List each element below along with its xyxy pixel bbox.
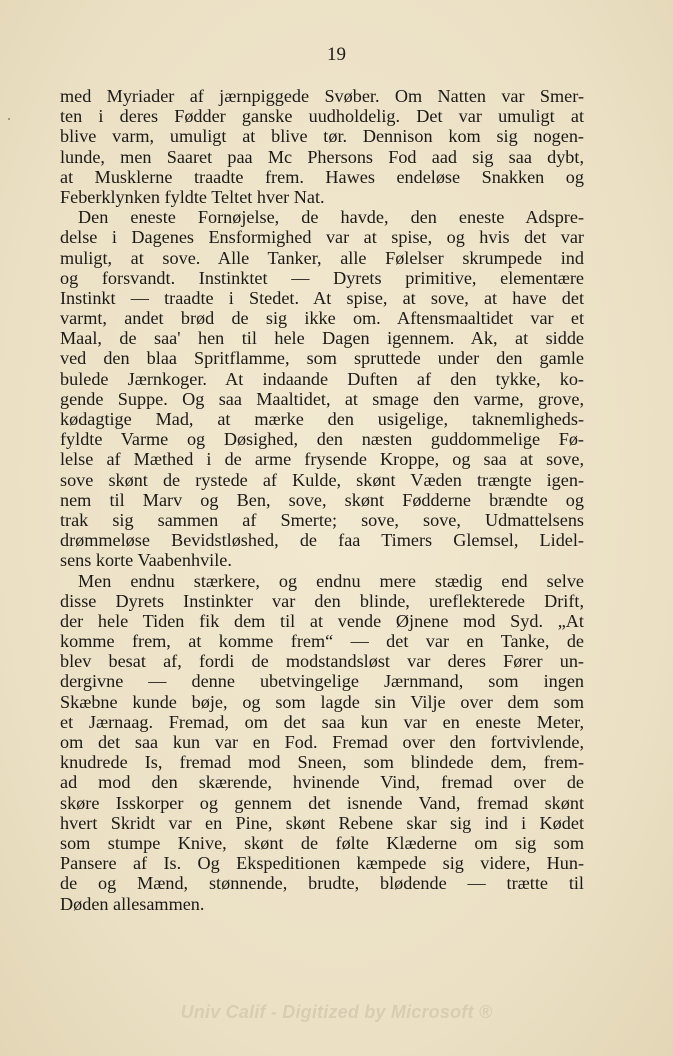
text-line: komme frem, at komme frem“ — det var en Tanke, de bbox=[60, 631, 584, 652]
text-line: dergivne — denne ubetvingelige Jærnmand, som ingen bbox=[60, 671, 584, 692]
text-line: Feberklynken fyldte Teltet hver Nat. bbox=[60, 186, 325, 207]
body-text bbox=[60, 86, 584, 914]
text-line: og forsvandt. Instinktet — Dyrets primitive, elementære bbox=[60, 267, 584, 288]
text-line: sens korte Vaabenhvile. bbox=[60, 550, 232, 571]
text-line: ved den blaa Spritflamme, som spruttede under den gamle bbox=[60, 348, 584, 369]
text-line: hvert Skridt var en Pine, skønt Rebene skar sig ind i Kødet bbox=[60, 812, 584, 833]
text-line: nem til Marv og Ben, sove, skønt Fødderne brændte og bbox=[60, 489, 584, 510]
text-line: kødagtige Mad, at mærke den usigelige, taknemligheds- bbox=[60, 409, 584, 429]
text-line: med Myriader af jærnpiggede Svøber. Om Natten var Smer- bbox=[60, 86, 584, 106]
text-line: et Jærnaag. Fremad, om det saa kun var en eneste Meter, bbox=[60, 711, 584, 732]
text-line: lunde, men Saaret paa Mc Phersons Fod aad sig saa dybt, bbox=[60, 146, 584, 167]
text-line: lelse af Mæthed i de arme frysende Kroppe, og saa at sove, bbox=[60, 449, 584, 470]
text-line: disse Dyrets Instinkter var den blinde, ureflekterede Drift, bbox=[60, 590, 584, 611]
text-line: delse i Dagenes Ensformighed var at spise, og hvis det var bbox=[60, 227, 584, 248]
margin-speck bbox=[8, 118, 10, 120]
text-line: blive varm, umuligt at blive tør. Dennison kom sig nogen- bbox=[60, 126, 584, 147]
text-line: skøre Isskorper og gennem det isnende Vand, fremad skønt bbox=[60, 792, 584, 813]
page-number: 19 bbox=[327, 44, 346, 65]
digitization-watermark: Univ Calif - Digitized by Microsoft ® bbox=[180, 1002, 493, 1022]
text-line: Den eneste Fornøjelse, de havde, den eneste Adspre- bbox=[78, 207, 584, 228]
text-line: muligt, at sove. Alle Tanker, alle Følelser skrumpede ind bbox=[60, 247, 584, 268]
text-line: om det saa kun var en Fod. Fremad over den fortvivlende, bbox=[60, 732, 584, 752]
text-line: Maal, de saa' hen til hele Dagen igennem. Ak, at sidde bbox=[60, 328, 584, 349]
text-line: de og Mænd, stønnende, brudte, blødende — trætte til bbox=[60, 873, 584, 894]
text-line: Pansere af Is. Og Ekspeditionen kæmpede sig videre, Hun- bbox=[60, 853, 584, 874]
text-line: Skæbne kunde bøje, og som lagde sin Vilje over dem som bbox=[60, 691, 584, 712]
text-line: at Musklerne traadte frem. Hawes endeløse Snakken og bbox=[60, 166, 584, 187]
text-line: som stumpe Knive, skønt de følte Klæderne om sig som bbox=[60, 832, 584, 853]
text-line: sove skønt de rystede af Kulde, skønt Væden trængte igen- bbox=[60, 469, 584, 490]
text-line: blev besat af, fordi de modstandsløst var deres Fører un- bbox=[60, 651, 584, 672]
text-line: gende Suppe. Og saa Maaltidet, at smage den varme, grove, bbox=[60, 388, 584, 409]
text-line: ad mod den skærende, hvinende Vind, fremad over de bbox=[60, 772, 584, 793]
text-line: Instinkt — traadte i Stedet. At spise, at sove, at have det bbox=[60, 287, 584, 308]
text-line: Men endnu stærkere, og endnu mere stædig end selve bbox=[78, 570, 584, 591]
text-line: fyldte Varme og Døsighed, den næsten guddommelige Fø- bbox=[60, 429, 584, 450]
text-line: bulede Jærnkoger. At indaande Duften af den tykke, ko- bbox=[60, 368, 584, 389]
text-line: trak sig sammen af Smerte; sove, sove, Udmattelsens bbox=[60, 509, 584, 530]
text-line: Døden allesammen. bbox=[60, 893, 205, 914]
text-line: ten i deres Fødder ganske uudholdelig. Det var umuligt at bbox=[60, 106, 584, 127]
text-line: drømmeløse Bevidstløshed, de faa Timers Glemsel, Lidel- bbox=[60, 530, 584, 551]
text-line: knudrede Is, fremad mod Sneen, som blindede dem, frem- bbox=[60, 752, 584, 773]
text-line: der hele Tiden fik dem til at vende Øjnene mod Syd. „At bbox=[60, 610, 584, 631]
text-line: varmt, andet brød de sig ikke om. Aftensmaaltidet var et bbox=[60, 308, 584, 329]
